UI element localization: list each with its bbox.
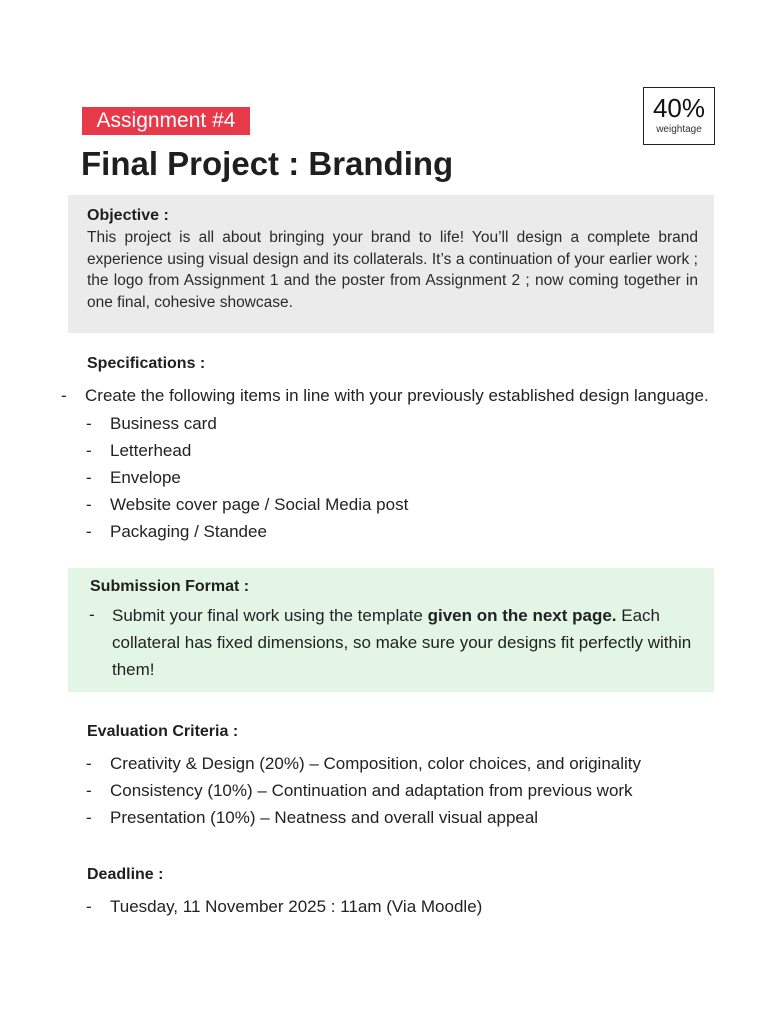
bullet-dash: - (61, 386, 67, 405)
evaluation-item: Consistency (10%) – Continuation and adaptation from previous work (110, 781, 633, 800)
specifications-intro: Create the following items in line with your previously established design language. (85, 386, 709, 405)
submission-text-end: Each collateral has fixed dimensions, so make sure your designs fit perfectly within them! (112, 606, 692, 679)
bullet-dash: - (86, 897, 92, 916)
page-title: Final Project : Branding (81, 145, 454, 182)
objective-text: This project is all about bringing your brand to life! You’ll design a complete brand experience using visual design and its collaterals. It’s a continuation of your earlier work ; the logo from Assignment 1 and the poster from Assignment 2 ; now coming together in one final, cohesive showcase. (87, 229, 698, 311)
submission-text-start: Submit your final work using the template (112, 606, 428, 625)
bullet-dash: - (86, 414, 92, 433)
deadline-text: Tuesday, 11 November 2025 : 11am (Via Moodle) (110, 897, 483, 916)
bullet-dash: - (89, 605, 95, 624)
bullet-dash: - (86, 781, 92, 800)
bullet-dash: - (86, 468, 92, 487)
evaluation-heading: Evaluation Criteria : (87, 723, 239, 740)
deadline-heading: Deadline : (87, 866, 164, 883)
objective-heading: Objective : (87, 207, 169, 224)
bullet-dash: - (86, 441, 92, 460)
evaluation-item: Creativity & Design (20%) – Composition, color choices, and originality (110, 754, 642, 773)
bullet-dash: - (86, 808, 92, 827)
weightage-label: weightage (656, 124, 702, 135)
submission-text (112, 602, 702, 683)
evaluation-item: Presentation (10%) – Neatness and overall visual appeal (110, 808, 539, 827)
spec-item: Envelope (110, 468, 181, 487)
bullet-dash: - (86, 754, 92, 773)
bullet-dash: - (86, 495, 92, 514)
submission-text-emphasis: given on the next page. (427, 606, 617, 625)
spec-item: Letterhead (110, 441, 192, 460)
weightage-box (643, 87, 715, 145)
submission-heading: Submission Format : (90, 578, 250, 595)
spec-item: Website cover page / Social Media post (110, 495, 409, 514)
weightage-value: 40% (652, 93, 706, 123)
spec-item: Business card (110, 414, 217, 433)
bullet-dash: - (86, 522, 92, 541)
spec-item: Packaging / Standee (110, 522, 267, 541)
assignment-tag: Assignment #4 (82, 107, 250, 135)
specifications-heading: Specifications : (87, 355, 206, 372)
